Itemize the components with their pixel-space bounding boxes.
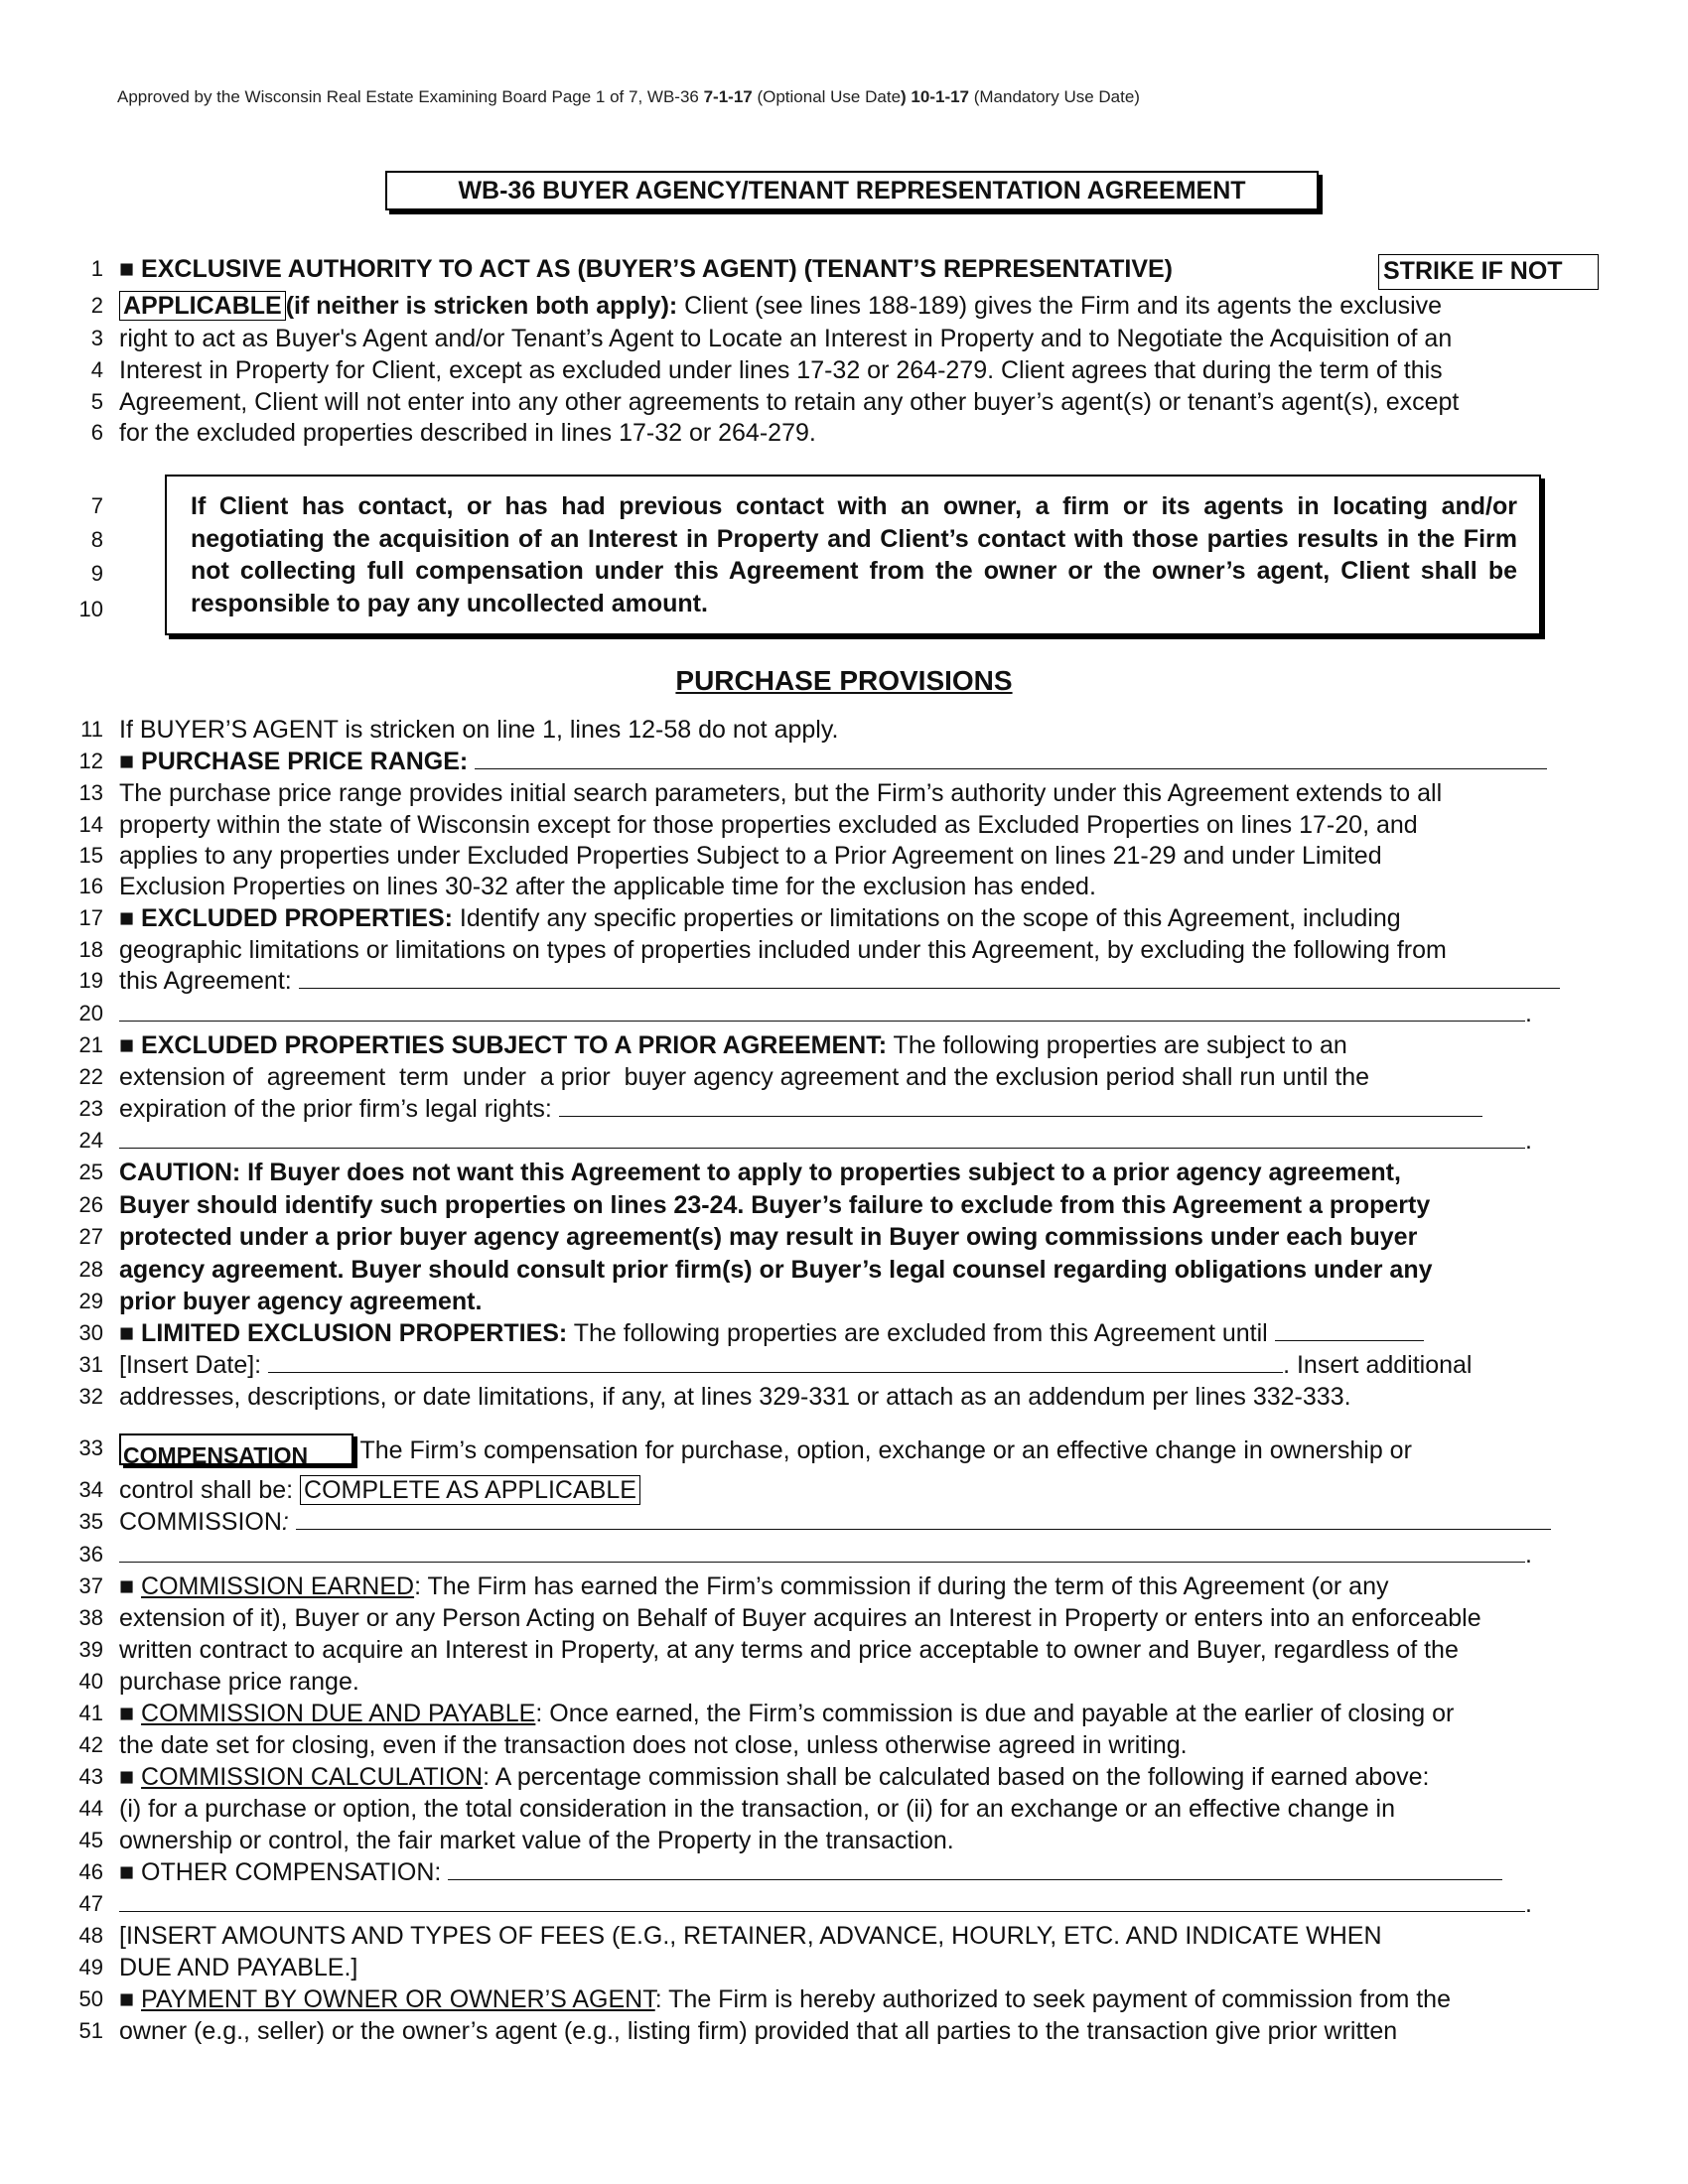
line-text: Exclusion Properties on lines 30-32 after the applicable time for the exclusion has ended.: [119, 873, 1096, 900]
exclusive-authority-heading: ■ EXCLUSIVE AUTHORITY TO ACT AS (BUYER’S AGENT) (TENANT’S REPRESENTATIVE): [119, 255, 1173, 283]
commission-earned-label: COMMISSION EARNED: [141, 1572, 415, 1600]
line-38: [70, 1603, 1640, 1633]
line-text: extension of it), Buyer or any Person Acting on Behalf of Buyer acquires an Interest in Property or enters into an enforceable: [119, 1604, 1481, 1632]
line-40: [70, 1667, 1640, 1697]
line-number: 42: [78, 1732, 103, 1757]
line-25: [70, 1158, 1640, 1187]
line-15: [70, 841, 1640, 871]
commission-label: COMMISSION: [119, 1508, 282, 1536]
commission-blank-1[interactable]: [296, 1507, 1551, 1530]
line-text: [INSERT AMOUNTS AND TYPES OF FEES (E.G., RETAINER, ADVANCE, HOURLY, ETC. AND INDICATE WHEN: [119, 1922, 1382, 1950]
line-text: written contract to acquire an Interest in Property, at any terms and price acceptable to owner and Buyer, regardless of the: [119, 1636, 1459, 1664]
line-23: [70, 1094, 1640, 1124]
caution-text: CAUTION: If Buyer does not want this Agreement to apply to properties subject to a prior agency agreement,: [119, 1159, 1401, 1186]
line-number: 11: [80, 717, 103, 742]
line-35: [70, 1507, 1640, 1537]
line-number: 15: [78, 843, 103, 868]
line-number: 24: [78, 1128, 103, 1153]
purchase-price-range-blank[interactable]: [475, 747, 1547, 769]
line-number: 44: [78, 1796, 103, 1821]
header-mandatory-label: (Mandatory Use Date): [969, 87, 1140, 106]
line-text: control shall be:: [119, 1476, 301, 1504]
line-47: [70, 1889, 1640, 1919]
line-51: [70, 2016, 1640, 2046]
line-text: applies to any properties under Excluded Properties Subject to a Prior Agreement on lines 21-29 and under Limited: [119, 842, 1382, 870]
other-compensation-blank-2[interactable]: [119, 1889, 1525, 1912]
line-number: 48: [78, 1923, 103, 1948]
header-optional-label: (Optional Use Date: [752, 87, 902, 106]
line-39: [70, 1635, 1640, 1665]
line-text: for the excluded properties described in lines 17-32 or 264-279.: [119, 419, 816, 447]
line-number: 20: [78, 1001, 103, 1025]
line-text: .: [1525, 1541, 1532, 1569]
line-50: [70, 1984, 1640, 2014]
prior-agreement-label: ■ EXCLUDED PROPERTIES SUBJECT TO A PRIOR AGREEMENT:: [119, 1031, 888, 1059]
line-49: [70, 1953, 1640, 1982]
line-number: 23: [78, 1096, 103, 1121]
header-prefix: Approved by the Wisconsin Real Estate Examining Board Page 1 of 7, WB-36: [117, 87, 704, 106]
line-text: .: [1525, 1127, 1532, 1155]
prior-agreement-blank-1[interactable]: [559, 1094, 1482, 1117]
line-number: 9: [90, 561, 103, 586]
caution-text: agency agreement. Buyer should consult prior firm(s) or Buyer’s legal counsel regarding obligations under any: [119, 1256, 1433, 1284]
bullet: ■: [119, 1763, 142, 1791]
line-number: 51: [78, 2018, 103, 2043]
line-45: [70, 1826, 1640, 1855]
line-number: 27: [78, 1224, 103, 1249]
line-text: [Insert Date]:: [119, 1351, 262, 1379]
line-number: 35: [78, 1509, 103, 1534]
line-22: [70, 1062, 1640, 1092]
line-text: If BUYER’S AGENT is stricken on line 1, lines 12-58 do not apply.: [119, 716, 839, 744]
line-number: 46: [78, 1859, 103, 1884]
line-20: [70, 999, 1640, 1028]
line-4: [70, 355, 1640, 385]
line-number: 10: [78, 597, 103, 621]
line-number: 3: [90, 326, 103, 350]
line-41: [70, 1699, 1640, 1728]
line-number: 19: [78, 968, 103, 993]
line-text: .: [1525, 1000, 1532, 1027]
line-30: [70, 1318, 1640, 1348]
line-text: addresses, descriptions, or date limitations, if any, at lines 329-331 or attach as an addendum per lines 332-333.: [119, 1383, 1351, 1411]
line-5: [70, 387, 1640, 417]
line-number: 28: [78, 1257, 103, 1282]
line-number: 49: [78, 1955, 103, 1979]
line-text: Client (see lines 188-189) gives the Firm and its agents the exclusive: [677, 292, 1443, 320]
line-37: [70, 1571, 1640, 1601]
line-text: . Insert additional: [1283, 1351, 1473, 1379]
line-number: 14: [78, 812, 103, 837]
line-text: this Agreement:: [119, 967, 292, 995]
other-compensation-label: ■ OTHER COMPENSATION:: [119, 1858, 442, 1886]
line-number: 17: [78, 905, 103, 930]
line-text: DUE AND PAYABLE.]: [119, 1954, 358, 1981]
line-32: [70, 1382, 1640, 1412]
line-29: [70, 1287, 1640, 1316]
excluded-properties-blank-1[interactable]: [299, 966, 1560, 989]
commission-calculation-label: COMMISSION CALCULATION: [141, 1763, 484, 1791]
caution-text: protected under a prior buyer agency agreement(s) may result in Buyer owing commissions under each buyer: [119, 1223, 1418, 1251]
purchase-price-range-label: ■ PURCHASE PRICE RANGE:: [119, 748, 469, 775]
line-text: : The Firm is hereby authorized to seek payment of commission from the: [654, 1985, 1451, 2013]
commission-due-label: COMMISSION DUE AND PAYABLE: [141, 1700, 536, 1727]
line-text: expiration of the prior firm’s legal rights:: [119, 1095, 552, 1123]
line-48: [70, 1921, 1640, 1951]
line-text: extension of agreement term under a prior buyer agency agreement and the exclusion period shall run until the: [119, 1063, 1370, 1091]
line-text: .: [1525, 1890, 1532, 1918]
line-number: 40: [78, 1669, 103, 1694]
line-44: [70, 1794, 1640, 1824]
form-title: WB-36 BUYER AGENCY/TENANT REPRESENTATION AGREEMENT: [385, 171, 1319, 210]
line-13: [70, 778, 1640, 808]
line-28: [70, 1255, 1640, 1285]
excluded-properties-label: ■ EXCLUDED PROPERTIES:: [119, 904, 453, 932]
line-text: property within the state of Wisconsin except for those properties excluded as Excluded Properties on lines 17-20, and: [119, 811, 1418, 839]
client-contact-notice: If Client has contact, or has had previous contact with an owner, a firm or its agents in locating and/or negotiating the acquisition of an Interest in Property and Client’s contact with those parties results in the Firm not collecting full compensation under this Agreement from the owner or the owner’s agent, Client shall be responsible to pay any uncollected amount.: [165, 475, 1541, 635]
line-number: 2: [90, 293, 103, 318]
line-number: 41: [78, 1701, 103, 1725]
line-6: [70, 418, 1640, 448]
applicable-box: APPLICABLE: [119, 291, 286, 321]
line-number: 7: [90, 493, 103, 518]
bullet: ■: [119, 1572, 142, 1600]
line-number: 50: [78, 1986, 103, 2011]
strike-if-not-box: STRIKE IF NOT: [1378, 254, 1599, 290]
line-21: [70, 1030, 1640, 1060]
bullet: ■: [119, 1700, 142, 1727]
line-18: [70, 935, 1640, 965]
line-number: 18: [78, 937, 103, 962]
prior-agreement-blank-2[interactable]: [119, 1126, 1525, 1149]
line-43: [70, 1762, 1640, 1792]
purchase-provisions-heading: PURCHASE PROVISIONS: [675, 665, 1013, 696]
line-text: Identify any specific properties or limitations on the scope of this Agreement, including: [452, 904, 1401, 932]
line-14: [70, 810, 1640, 840]
line-number: 38: [78, 1605, 103, 1630]
line-number: 13: [78, 780, 103, 805]
limited-exclusion-blank[interactable]: [268, 1350, 1283, 1373]
line-number: 33: [78, 1435, 103, 1460]
line-text: The Firm’s compensation for purchase, option, exchange or an effective change in ownership or: [353, 1436, 1412, 1464]
line-text: Agreement, Client will not enter into any other agreements to retain any other buyer’s agent(s) or tenant’s agent(s), except: [119, 388, 1460, 416]
caution-text: prior buyer agency agreement.: [119, 1288, 483, 1315]
line-24: [70, 1126, 1640, 1156]
neither-stricken-note: (if neither is stricken both apply):: [285, 292, 678, 320]
line-number: 37: [78, 1573, 103, 1598]
line-number: 12: [78, 749, 103, 773]
commission-blank-2[interactable]: [119, 1540, 1525, 1563]
line-number: 43: [78, 1764, 103, 1789]
line-text: the date set for closing, even if the transaction does not close, unless otherwise agreed in writing.: [119, 1731, 1188, 1759]
line-number: 34: [78, 1477, 103, 1502]
line-11: [70, 715, 1640, 745]
header-mandatory-date: ) 10-1-17: [901, 87, 970, 106]
line-number: 47: [78, 1891, 103, 1916]
line-number: 36: [78, 1542, 103, 1567]
line-12: [70, 747, 1640, 776]
complete-as-applicable-box: COMPLETE AS APPLICABLE: [300, 1475, 640, 1505]
line-number: 29: [78, 1289, 103, 1313]
line-number: 31: [78, 1352, 103, 1377]
line-number: 8: [90, 527, 103, 552]
line-text: The purchase price range provides initial search parameters, but the Firm’s authority under this Agreement extends to all: [119, 779, 1443, 807]
line-33: [70, 1433, 1640, 1463]
line-34: [70, 1475, 1640, 1505]
limited-exclusion-date-blank[interactable]: [1275, 1318, 1424, 1341]
line-text: The following properties are excluded from this Agreement until: [567, 1319, 1268, 1347]
line-number: 21: [78, 1032, 103, 1057]
form-approval-header: [117, 87, 1140, 107]
line-26: [70, 1190, 1640, 1220]
line-number: 32: [78, 1384, 103, 1409]
line-number: 25: [78, 1160, 103, 1184]
line-2: [70, 291, 1640, 321]
line-42: [70, 1730, 1640, 1760]
caution-text: Buyer should identify such properties on lines 23-24. Buyer’s failure to exclude from this Agreement a property: [119, 1191, 1431, 1219]
line-31: [70, 1350, 1640, 1380]
line-number: 16: [78, 874, 103, 898]
line-text: Interest in Property for Client, except as excluded under lines 17-32 or 264-279. Client agrees that during the term of this: [119, 356, 1443, 384]
line-3: [70, 324, 1640, 353]
line-number: 1: [90, 256, 103, 281]
line-text: : The Firm has earned the Firm’s commission if during the term of this Agreement (or any: [414, 1572, 1389, 1600]
line-number: 22: [78, 1064, 103, 1089]
line-number: 30: [78, 1320, 103, 1345]
line-text: owner (e.g., seller) or the owner’s agent (e.g., listing firm) provided that all parties to the transaction give prior written: [119, 2017, 1398, 2045]
line-16: [70, 872, 1640, 901]
commission-colon: :: [281, 1508, 289, 1536]
line-text: ownership or control, the fair market value of the Property in the transaction.: [119, 1827, 954, 1854]
excluded-properties-blank-2[interactable]: [119, 999, 1525, 1022]
header-optional-date: 7-1-17: [703, 87, 753, 106]
line-text: geographic limitations or limitations on types of properties included under this Agreement, by excluding the following from: [119, 936, 1447, 964]
line-17: [70, 903, 1640, 933]
line-27: [70, 1222, 1640, 1252]
limited-exclusion-label: ■ LIMITED EXCLUSION PROPERTIES:: [119, 1319, 568, 1347]
line-text: : A percentage commission shall be calculated based on the following if earned above:: [483, 1763, 1430, 1791]
line-text: The following properties are subject to an: [887, 1031, 1347, 1059]
line-number: 45: [78, 1828, 103, 1852]
line-text: : Once earned, the Firm’s commission is due and payable at the earlier of closing or: [535, 1700, 1455, 1727]
compensation-box: COMPENSATION: [119, 1433, 353, 1465]
bullet: ■: [119, 1985, 142, 2013]
line-text: purchase price range.: [119, 1668, 359, 1696]
payment-by-owner-label: PAYMENT BY OWNER OR OWNER’S AGENT: [141, 1985, 655, 2013]
line-number: 26: [78, 1192, 103, 1217]
line-number: 5: [90, 389, 103, 414]
other-compensation-blank-1[interactable]: [448, 1857, 1502, 1880]
line-number: 39: [78, 1637, 103, 1662]
line-number: 6: [90, 420, 103, 445]
line-46: [70, 1857, 1640, 1887]
line-text: right to act as Buyer's Agent and/or Tenant’s Agent to Locate an Interest in Property and to Negotiate the Acquisition of an: [119, 325, 1453, 352]
line-number: 4: [90, 357, 103, 382]
line-36: [70, 1540, 1640, 1570]
line-19: [70, 966, 1640, 996]
line-text: (i) for a purchase or option, the total consideration in the transaction, or (ii) for an exchange or an effective change in: [119, 1795, 1395, 1823]
